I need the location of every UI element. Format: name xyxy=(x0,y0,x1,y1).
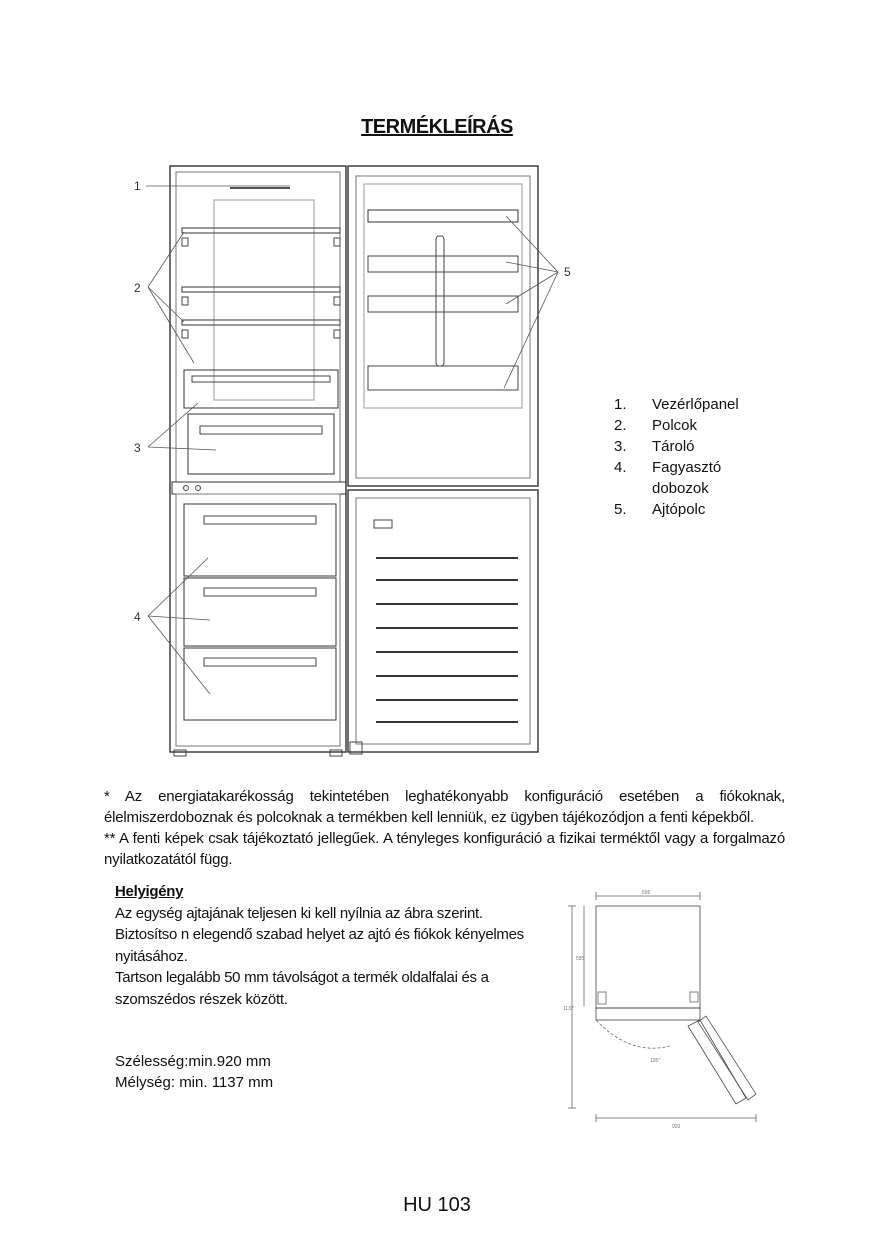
page-number: HU 103 xyxy=(403,1194,471,1216)
space-line: Az egység ajtajának teljesen ki kell nyílnia az ábra szerint. xyxy=(115,904,483,922)
note-energy: * Az energiatakarékosság tekintetében leghatékonyabb konfiguráció esetében a fiókoknak, élelmiszerdoboznak és polcoknak a termékben kell lenniük, ez ügyben tájékozódjon a fenti képekből. xyxy=(104,788,785,826)
legend-item xyxy=(614,457,762,499)
callout-2: 2 xyxy=(134,281,141,295)
legend-text: Tároló xyxy=(652,438,695,455)
space-requirements xyxy=(115,881,535,1010)
callout-5: 5 xyxy=(564,265,571,279)
width-value: Szélesség:min.920 mm xyxy=(115,1053,271,1070)
space-heading: Helyigény xyxy=(115,883,184,900)
note-disclaimer: ** A fenti képek csak tájékoztató jellegűek. A tényleges konfiguráció a fizikai terméktől vagy a forgalmazó nyilatkozatától függ. xyxy=(104,830,785,868)
plan-total-depth: 1137 xyxy=(563,1006,574,1012)
callout-4: 4 xyxy=(134,610,141,624)
legend-number: 1. xyxy=(614,396,627,413)
fridge-freezer-diagram xyxy=(120,160,590,760)
plan-top-width: 595 xyxy=(642,890,651,896)
legend-number: 2. xyxy=(614,417,627,434)
callout-1: 1 xyxy=(134,179,141,193)
legend-text: Fagyasztó dobozok xyxy=(652,459,722,497)
plan-body-depth: 595 xyxy=(576,956,585,962)
plan-total-width: 920 xyxy=(672,1124,681,1130)
legend-item xyxy=(614,436,762,457)
plan-angle: 135° xyxy=(650,1058,661,1064)
notes-section xyxy=(104,786,785,870)
legend-item xyxy=(614,499,762,520)
floor-plan-diagram xyxy=(560,886,770,1136)
page-title: TERMÉKLEÍRÁS xyxy=(361,116,513,138)
callout-3: 3 xyxy=(134,441,141,455)
legend-item xyxy=(614,394,762,415)
parts-legend xyxy=(614,394,762,520)
legend-text: Vezérlőpanel xyxy=(652,396,739,413)
space-line: Biztosítso n elegendő szabad helyet az ajtó és fiókok kényelmes nyitásához. xyxy=(115,926,524,965)
legend-number: 3. xyxy=(614,438,627,455)
dimensions xyxy=(115,1051,273,1093)
legend-number: 5. xyxy=(614,501,627,518)
depth-value: Mélység: min. 1137 mm xyxy=(115,1074,274,1091)
legend-text: Polcok xyxy=(652,417,698,434)
legend-item xyxy=(614,415,762,436)
legend-number: 4. xyxy=(614,459,627,476)
legend-text: Ajtópolc xyxy=(652,501,706,518)
space-line: Tartson legalább 50 mm távolságot a termék oldalfalai és a szomszédos részek között. xyxy=(115,969,489,1008)
